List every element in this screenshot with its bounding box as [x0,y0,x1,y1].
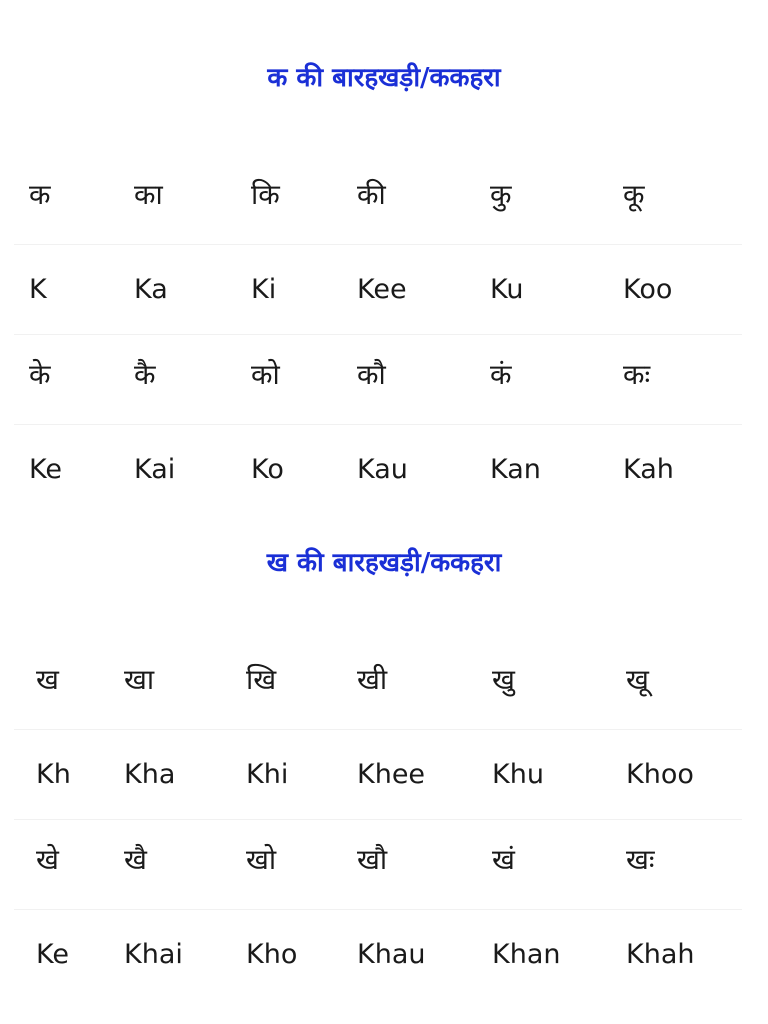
table-cell: कै [134,358,156,391]
table-cell: खी [357,663,388,696]
table-cell: खू [626,663,649,696]
table-cell: खि [246,663,277,696]
table-cell: ख [36,663,59,696]
table-cell: Khoo [626,759,694,790]
table-cell: Ko [251,454,284,485]
barahkhadi-table-ka [14,155,742,514]
table-cell: Khau [357,939,426,970]
table-cell: कि [251,178,280,211]
table-cell: कं [490,358,512,391]
table-row [14,820,742,910]
table-cell: के [29,358,51,391]
table-cell: K [29,274,47,305]
table-cell: कः [623,358,651,391]
table-row [14,335,742,425]
table-row [14,910,742,999]
barahkhadi-table-kha [14,640,742,999]
table-cell: Kee [357,274,407,305]
table-cell: Kha [124,759,176,790]
table-cell: खा [124,663,155,696]
table-cell: कू [623,178,645,211]
table-cell: खै [124,843,147,876]
table-cell: Kau [357,454,408,485]
section-title-ka: क की बारहखड़ी/ककहरा [267,63,501,93]
table-cell: Khah [626,939,695,970]
table-row [14,425,742,514]
section-title-kha: ख की बारहखड़ी/ककहरा [266,548,502,578]
table-cell: Ke [36,939,69,970]
table-cell: खो [246,843,277,876]
table-cell: Khee [357,759,426,790]
table-cell: Kho [246,939,298,970]
table-cell: Ke [29,454,62,485]
table-cell: Kh [36,759,71,790]
table-cell: खु [492,663,515,696]
table-cell: Kai [134,454,176,485]
table-cell: Kan [490,454,541,485]
table-cell: Khan [492,939,561,970]
table-cell: Khai [124,939,183,970]
table-row [14,155,742,245]
table-row [14,245,742,335]
table-cell: खे [36,843,59,876]
table-cell: खं [492,843,515,876]
table-row [14,640,742,730]
table-row [14,730,742,820]
table-cell: Ka [134,274,168,305]
table-cell: Khi [246,759,289,790]
table-cell: कु [490,178,512,211]
table-cell: को [251,358,280,391]
table-cell: कौ [357,358,386,391]
table-cell: क [29,178,51,211]
table-cell: Kah [623,454,674,485]
table-cell: खः [626,843,655,876]
table-cell: का [134,178,163,211]
table-cell: Koo [623,274,673,305]
table-cell: की [357,178,386,211]
table-cell: Ku [490,274,524,305]
table-cell: Khu [492,759,544,790]
table-cell: खौ [357,843,388,876]
table-cell: Ki [251,274,277,305]
